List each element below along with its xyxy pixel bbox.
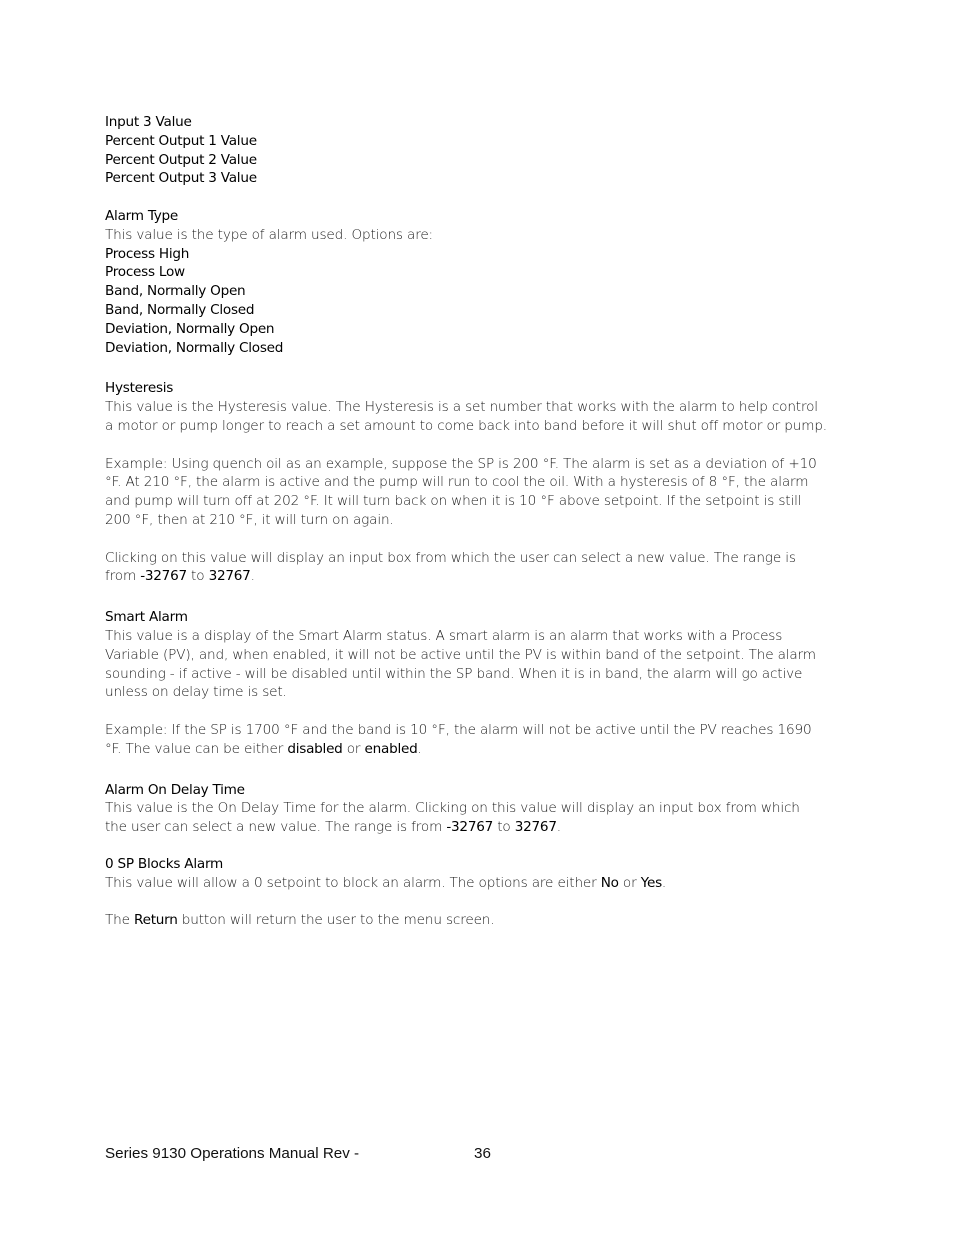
paragraph-line: Clicking on this value will display an input box from which the user can select a new value. The range is: [105, 549, 796, 566]
option-enabled: enabled: [364, 740, 418, 757]
alarm-on-delay-section: [105, 781, 855, 837]
options-text: .: [661, 874, 667, 891]
paragraph-line: Variable (PV), and, when enabled, it will not be active until the PV is within band of the setpoint. The alarm: [105, 646, 816, 663]
options-text: or: [342, 740, 365, 757]
footer-manual-title: Series 9130 Operations Manual Rev -: [105, 1145, 360, 1162]
return-button-label: Return: [134, 912, 178, 929]
paragraph-line: 200 °F, then at 210 °F, it will turn on again.: [105, 511, 394, 528]
section-heading-alarm-type: Alarm Type: [105, 207, 179, 224]
paragraph-line: This value is the Hysteresis value. The Hysteresis is a set number that works with the alarm to help control: [105, 399, 818, 416]
paragraph-line: Example: If the SP is 1700 °F and the band is 10 °F, the alarm will not be active until the PV reaches 1690: [105, 721, 812, 738]
range-text: to: [493, 819, 515, 836]
manual-page-body: [105, 113, 855, 930]
range-text: to: [186, 568, 209, 585]
alarm-type-option: Process High: [105, 245, 190, 262]
paragraph-line: and pump will turn off at 202 °F. It will turn back on when it is 10 °F above setpoint. If the setpoint is still: [105, 493, 802, 510]
section-heading-hysteresis: Hysteresis: [105, 380, 174, 397]
options-text: °F. The value can be either: [105, 740, 288, 757]
range-min-value: -32767: [446, 819, 494, 836]
paragraph-line: °F. At 210 °F, the alarm is active and the pump will run to cool the oil. With a hysteresis of 8 °F, the alarm: [105, 474, 809, 491]
range-line: [105, 567, 855, 586]
footer-page-number: 36: [474, 1145, 491, 1162]
options-text: This value will allow a 0 setpoint to block an alarm. The options are either: [105, 874, 601, 891]
range-text: .: [556, 819, 561, 836]
value-list: [105, 113, 855, 188]
list-item: Percent Output 2 Value: [105, 151, 257, 168]
option-yes: Yes: [640, 874, 662, 891]
range-text: from: [105, 568, 141, 585]
options-text: or: [618, 874, 641, 891]
range-max-value: 32767: [514, 819, 557, 836]
alarm-type-option: Process Low: [105, 264, 185, 281]
section-heading-alarm-on-delay: Alarm On Delay Time: [105, 781, 245, 798]
options-line: [105, 740, 855, 759]
option-disabled: disabled: [287, 740, 343, 757]
list-item: Percent Output 1 Value: [105, 132, 257, 149]
smart-alarm-section: [105, 608, 855, 758]
range-line: [105, 818, 855, 837]
alarm-type-option: Band, Normally Closed: [105, 301, 255, 318]
range-text: the user can select a new value. The range is from: [105, 819, 447, 836]
paragraph-line: sounding - if active - will be disabled until within the SP band. When it is in band, the alarm will go active: [105, 665, 803, 682]
paragraph-line: This value is the On Delay Time for the alarm. Clicking on this value will display an input box from which: [105, 800, 800, 817]
alarm-type-section: [105, 207, 855, 357]
list-item: Input 3 Value: [105, 114, 192, 130]
range-max-value: 32767: [208, 568, 251, 585]
hysteresis-section: [105, 379, 855, 586]
alarm-type-option: Band, Normally Open: [105, 283, 246, 300]
paragraph-line: Example: Using quench oil as an example, suppose the SP is 200 °F. The alarm is set as a deviation of +10: [105, 455, 817, 472]
option-no: No: [600, 874, 619, 891]
alarm-type-option: Deviation, Normally Open: [105, 320, 275, 337]
section-heading-smart-alarm: Smart Alarm: [105, 609, 188, 626]
alarm-type-option: Deviation, Normally Closed: [105, 339, 284, 356]
return-note-text: button will return the user to the menu screen.: [177, 912, 495, 929]
paragraph-line: This value is a display of the Smart Alarm status. A smart alarm is an alarm that works with a Process: [105, 627, 783, 644]
options-text: .: [417, 740, 422, 757]
paragraph-line: unless on delay time is set.: [105, 684, 287, 701]
range-min-value: -32767: [140, 568, 187, 585]
list-item: Percent Output 3 Value: [105, 170, 257, 187]
options-line: [105, 874, 855, 893]
return-note: [105, 911, 855, 930]
range-text: .: [250, 568, 255, 585]
paragraph-line: a motor or pump longer to reach a set amount to come back into band before it will shut off motor or pump.: [105, 417, 827, 434]
return-note-text: The: [105, 912, 135, 929]
zero-sp-blocks-alarm-section: [105, 855, 855, 893]
section-heading-zero-sp-blocks-alarm: 0 SP Blocks Alarm: [105, 855, 224, 872]
alarm-type-intro: This value is the type of alarm used. Options are:: [105, 226, 433, 243]
